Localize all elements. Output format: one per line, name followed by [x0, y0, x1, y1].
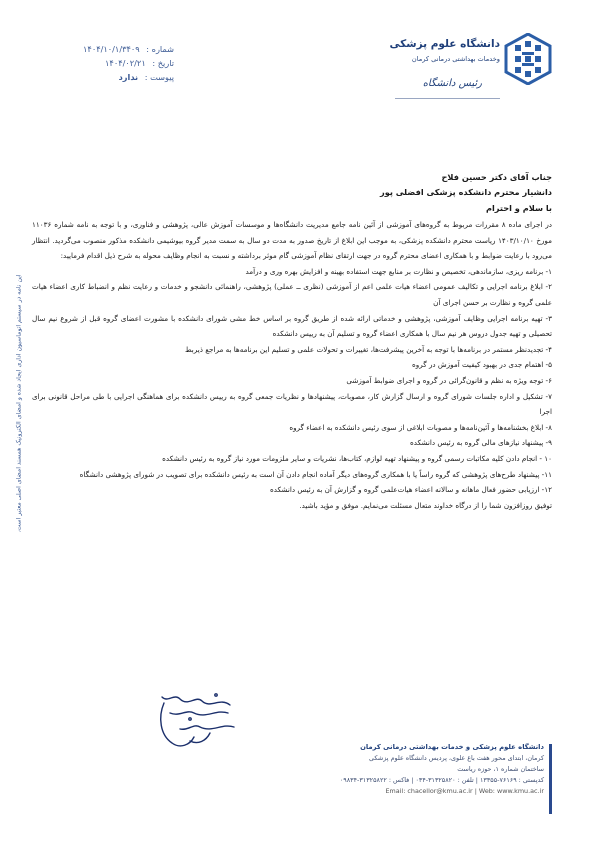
handwritten-signature	[150, 683, 245, 758]
footer	[340, 742, 544, 797]
duty-item: ۵- اهتمام جدی در بهبود کیفیت آموزش در گروه	[412, 360, 552, 370]
university-logo	[504, 33, 552, 85]
addressee-name: جناب آقای دکتر حسین فلاح	[441, 172, 552, 182]
footer-address-building: ساختمان شماره ۱، حوزه ریاست	[457, 765, 544, 773]
duty-item: ۷- تشکیل و اداره جلسات شورای گروه و ارسال گزارش کار، مصوبات، پیشنهادها و نظریات جمعی گروه به رییس دانشکده برای هماهنگی اجرایی با طی مراحل قانونی برای اجرا	[32, 391, 552, 417]
letter-closing: توفیق روزافزون شما را از درگاه خداوند متعال مسئلت می‌نمایم. موفق و مؤید باشید.	[299, 500, 552, 510]
letter-date-label: تاریخ :	[152, 58, 174, 68]
university-name: دانشگاه علوم پزشکی	[389, 38, 500, 50]
duty-item: ۸- ابلاغ بخشنامه‌ها و آئین‌نامه‌ها و مصوبات ابلاغی از سوی رئیس دانشکده به اعضاء گروه	[289, 422, 552, 432]
side-note: این نامه در سیستم اتوماسیون اداری ایجاد شده و امضای الکترونیک همسند امضای اصلی معتبر است.	[15, 274, 23, 533]
footer-phones: کدپستی : ۷۶۱۶۹-۱۳۳۵۵ | تلفن : ۳۱۳۲۵۸۲۰-۰۳۴ | فاکس : ۳۱۳۲۵۸۲۲-۰۹۸۳۴	[339, 776, 544, 784]
addressee-title: دانشیار محترم دانشکده پزشکی افضلی پور	[380, 187, 552, 197]
duty-item: ۴- تجدیدنظر مستمر در برنامه‌ها با توجه به آخرین پیشرفت‌ها، تغییرات و تحولات علمی و تسلیم این برنامه‌ها به مراجع ذیربط	[184, 344, 552, 354]
university-subtitle: وخدمات بهداشتی درمانی کرمان	[411, 55, 500, 63]
letter-intro: در اجرای ماده ۸ مقررات مربوط به گروه‌های آموزشی از آئین نامه جامع مدیریت دانشگاه‌ها و موسسات آموزش عالی، پژوهشی و فناوری، و با توجه به نامه شماره ۱۱۰۳۶ مورخ ۱۴۰۳/۱۰/۱۰ ریاست محترم دانشکده پزشکی، به موجب این ابلاغ از تاریخ صدور به مدت دو سال به سمت مدیر گروه بیوشیمی دانشکده مذکور منصوب می‌گردید. انتظار می‌رود با رعایت ضوابط و با همکاری اعضای محترم گروه در جهت ارتقای نظام آموزشی گام موثر برداشته و نسبت به انجام وظایف محوله به شرح ذیل اقدام فرمایید:	[32, 220, 553, 261]
footer-title: دانشگاه علوم پزشکی و خدمات بهداشتی درمانی کرمان	[360, 743, 544, 751]
duty-item: ۱۰ - انجام دادن کلیه مکاتبات رسمی گروه و پیشنهاد تهیه لوازم، کتاب‌ها، نشریات و سایر ملزومات مورد نیاز گروه به رئیس دانشکده	[162, 453, 552, 463]
letter-number-value: ۱۴۰۴/۱۰/۱/۳۴۰۹	[83, 44, 140, 54]
letter-date-value: ۱۴۰۴/۰۲/۲۱	[105, 58, 146, 68]
office-signature: رئیس دانشگاه	[422, 78, 482, 89]
duty-item: ۱۲- ارزیابی حضور فعال ماهانه و سالانه اعضاء هیات‌علمی گروه و گزارش آن به رئیس دانشکده	[270, 485, 552, 495]
letter-attachment-label: پیوست :	[144, 72, 174, 82]
footer-accent-bar	[549, 744, 552, 814]
duty-item: ۱۱- پیشنهاد طرح‌های پژوهشی که گروه راساً یا با همکاری گروه‌های دیگر آماده انجام دادن آن است به رئیس دانشکده برای تصویب در شورای پژوهشی دانشگاه	[79, 469, 552, 479]
header-divider	[395, 98, 500, 99]
letter-number-label: شماره :	[146, 44, 174, 54]
duty-item: ۲- ابلاغ برنامه اجرایی و تکالیف عمومی اعضاء هیات علمی اعم از آموزشی (نظری ــ عملی) پژوهشی، راهنمائی دانشجو و خدمات و رعایت نظم و انضباط کاری اعضاء هیات علمی گروه و نظارت بر حسن اجرای آن	[32, 282, 552, 307]
duty-item: ۶- توجه ویژه به نظم و قانون‌گرائی در گروه و اجرای ضوابط آموزشی	[346, 375, 552, 385]
greeting: با سلام و احترام	[485, 203, 552, 213]
footer-address: کرمان، ابتدای محور هفت باغ علوی، پردیس دانشگاه علوم پزشکی	[369, 754, 544, 762]
letter-attachment	[64, 72, 174, 82]
letter-attachment-value: ندارد	[118, 72, 139, 82]
duty-item: ۹- پیشنهاد نیازهای مالی گروه به رئیس دانشکده	[410, 438, 552, 448]
letter-body	[32, 170, 552, 513]
duty-item: ۱- برنامه ریزی، سازماندهی، تخصیص و نظارت بر منابع جهت استفاده بهینه و افزایش بهره وری و درآمد	[245, 266, 552, 276]
footer-web: Email: chacellor@kmu.ac.ir | Web: www.kmu.ac.ir	[385, 787, 544, 795]
letter-number	[64, 44, 174, 54]
letter-date	[64, 58, 174, 68]
duty-item: ۳- تهیه برنامه اجرایی وظایف آموزشی، پژوهشی و خدماتی ارائه شده از طریق گروه بر اساس خط مشی شورای دانشکده با مشورت اعضای گروه قبل از شروع نیم سال تحصیلی و تهیه جدول دروس هر نیم سال با همکاری اعضاء گروه و تسلیم آن به رییس دانشکده	[32, 313, 552, 339]
